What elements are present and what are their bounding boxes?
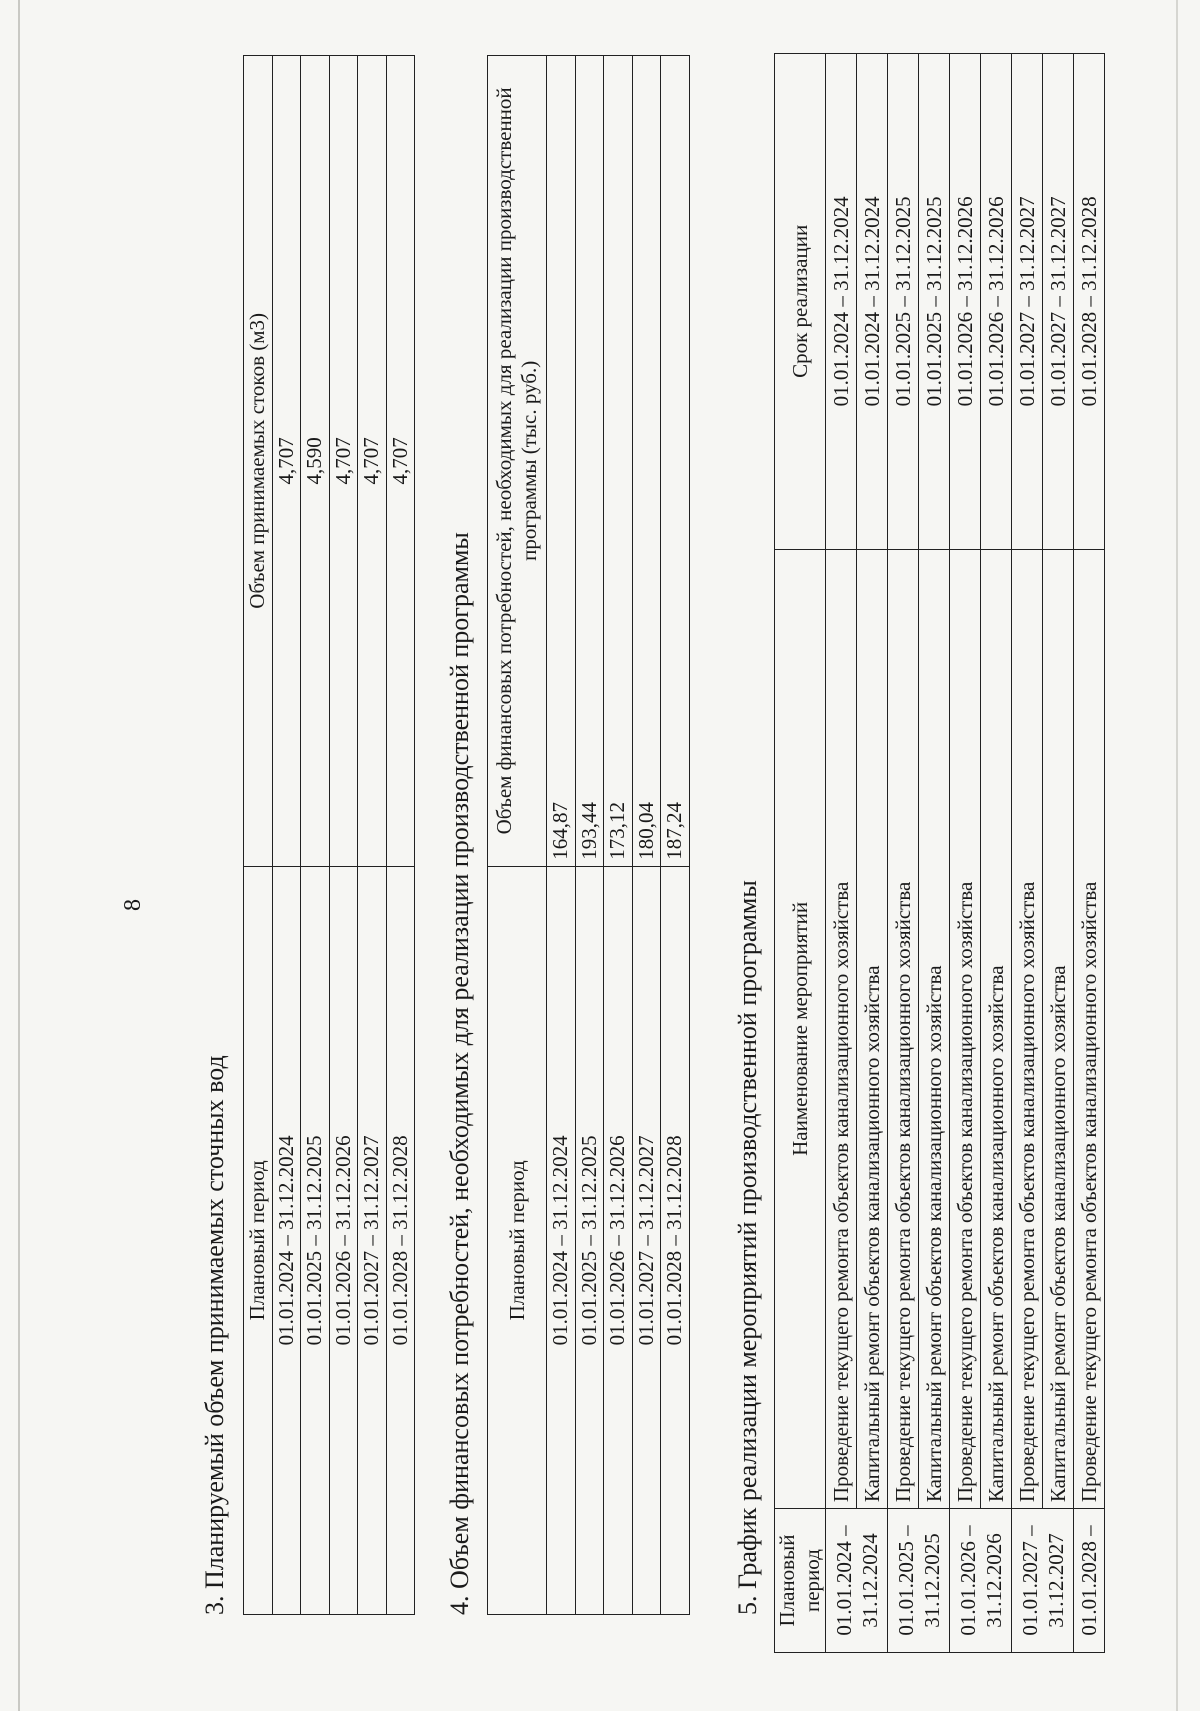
table-row: [272, 56, 301, 1615]
volume-cell: 4,707: [272, 56, 301, 867]
table-row: [1074, 54, 1105, 1653]
amount-cell: 187,24: [661, 56, 690, 867]
table-header-row: [244, 56, 273, 1615]
period-cell: 01.01.2025 – 31.12.2025: [888, 1509, 950, 1653]
column-header-period: Плановый период: [244, 866, 273, 1614]
amount-cell: 193,44: [575, 56, 604, 867]
period-cell: 01.01.2025 – 31.12.2025: [575, 866, 604, 1614]
table-row: [604, 56, 633, 1615]
activity-cell: Проведение текущего ремонта объектов канализационного хозяйства: [826, 549, 857, 1508]
column-header-deadline: Срок реализации: [775, 54, 826, 550]
column-header-activity: Наименование мероприятий: [775, 549, 826, 1508]
scan-edge-right: [1176, 0, 1178, 1711]
table-row: [575, 56, 604, 1615]
table-row: [826, 54, 857, 1653]
table-row: [981, 54, 1012, 1653]
column-header-period: Плановый период: [775, 1509, 826, 1653]
page-number: 8: [120, 899, 146, 911]
table-row: [329, 56, 358, 1615]
period-cell: 01.01.2028 – 31.12.2028: [661, 866, 690, 1614]
period-cell: 01.01.2027 – 31.12.2027: [1012, 1509, 1074, 1653]
section-5-title: 5. График реализации мероприятий производственной программы: [733, 880, 762, 1615]
section-3-title: 3. Планируемый объем принимаемых сточных вод: [200, 1055, 229, 1615]
table-row: [950, 54, 981, 1653]
table-row: [386, 56, 415, 1615]
amount-cell: 180,04: [632, 56, 661, 867]
rotated-page: [50, 45, 1150, 1665]
volume-cell: 4,590: [301, 56, 330, 867]
activity-cell: Проведение текущего ремонта объектов канализационного хозяйства: [1074, 549, 1105, 1508]
activity-cell: Капитальный ремонт объектов канализационного хозяйства: [919, 549, 950, 1508]
table-row: [547, 56, 576, 1615]
deadline-cell: 01.01.2025 – 31.12.2025: [888, 54, 919, 550]
column-header-volume: Объем принимаемых стоков (м3): [244, 56, 273, 867]
period-cell: 01.01.2026 – 31.12.2026: [329, 866, 358, 1614]
period-cell: 01.01.2027 – 31.12.2027: [632, 866, 661, 1614]
amount-cell: 173,12: [604, 56, 633, 867]
deadline-cell: 01.01.2025 – 31.12.2025: [919, 54, 950, 550]
deadline-cell: 01.01.2026 – 31.12.2026: [981, 54, 1012, 550]
period-cell: 01.01.2024 – 31.12.2024: [547, 866, 576, 1614]
period-cell: 01.01.2028 –: [1074, 1509, 1105, 1653]
table-row: [632, 56, 661, 1615]
period-cell: 01.01.2026 – 31.12.2026: [604, 866, 633, 1614]
table-row: [301, 56, 330, 1615]
period-cell: 01.01.2024 – 31.12.2024: [826, 1509, 888, 1653]
financial-needs-table: [487, 55, 690, 1615]
activity-cell: Проведение текущего ремонта объектов канализационного хозяйства: [888, 549, 919, 1508]
table-row: [919, 54, 950, 1653]
activity-cell: Капитальный ремонт объектов канализационного хозяйства: [981, 549, 1012, 1508]
table-row: [1012, 54, 1043, 1653]
volume-cell: 4,707: [329, 56, 358, 867]
period-cell: 01.01.2025 – 31.12.2025: [301, 866, 330, 1614]
table-row: [1043, 54, 1074, 1653]
period-cell: 01.01.2027 – 31.12.2027: [358, 866, 387, 1614]
table-header-row: [488, 56, 547, 1615]
volume-cell: 4,707: [358, 56, 387, 867]
section-4-title: 4. Объем финансовых потребностей, необходимых для реализации производственной программы: [445, 532, 474, 1615]
activity-cell: Капитальный ремонт объектов канализационного хозяйства: [1043, 549, 1074, 1508]
period-cell: 01.01.2028 – 31.12.2028: [386, 866, 415, 1614]
deadline-cell: 01.01.2024 – 31.12.2024: [826, 54, 857, 550]
period-cell: 01.01.2024 – 31.12.2024: [272, 866, 301, 1614]
schedule-table: [774, 53, 1105, 1653]
amount-cell: 164,87: [547, 56, 576, 867]
activity-cell: Капитальный ремонт объектов канализационного хозяйства: [857, 549, 888, 1508]
period-cell: 01.01.2026 – 31.12.2026: [950, 1509, 1012, 1653]
table-row: [888, 54, 919, 1653]
activity-cell: Проведение текущего ремонта объектов канализационного хозяйства: [1012, 549, 1043, 1508]
column-header-period: Плановый период: [488, 866, 547, 1614]
activity-cell: Проведение текущего ремонта объектов канализационного хозяйства: [950, 549, 981, 1508]
deadline-cell: 01.01.2024 – 31.12.2024: [857, 54, 888, 550]
table-header-row: [775, 54, 826, 1653]
table-row: [661, 56, 690, 1615]
deadline-cell: 01.01.2028 – 31.12.2028: [1074, 54, 1105, 550]
column-header-financial-volume: Объем финансовых потребностей, необходимых для реализации производственной программы (тыс. руб.): [488, 56, 547, 867]
volume-cell: 4,707: [386, 56, 415, 867]
deadline-cell: 01.01.2026 – 31.12.2026: [950, 54, 981, 550]
wastewater-volume-table: [243, 55, 415, 1615]
deadline-cell: 01.01.2027 – 31.12.2027: [1012, 54, 1043, 550]
deadline-cell: 01.01.2027 – 31.12.2027: [1043, 54, 1074, 550]
table-row: [857, 54, 888, 1653]
table-row: [358, 56, 387, 1615]
scan-edge-left: [18, 0, 20, 1711]
